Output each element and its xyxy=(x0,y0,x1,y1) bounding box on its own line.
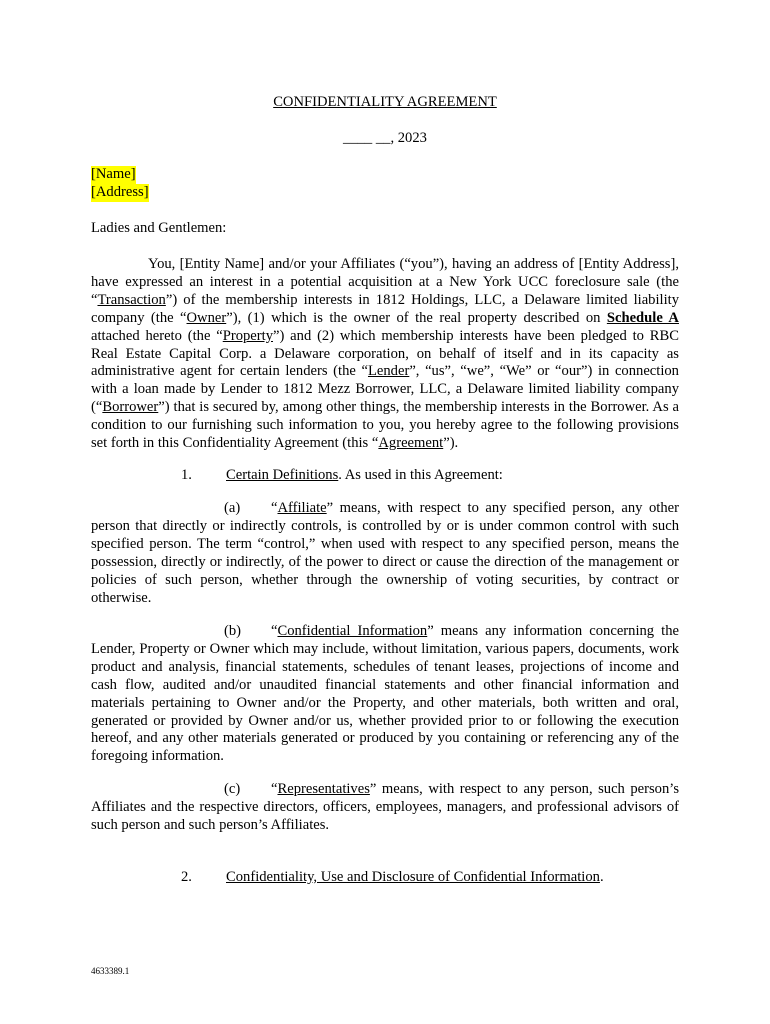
term-agreement: Agreement xyxy=(378,435,444,452)
term-affiliate: Affiliate xyxy=(277,500,327,516)
definition-affiliate: (a) “Affiliate” means, with respect to any specified person, any other person that directly or indirectly controls, is controlled by or is under common control with such specified person. The term “control,” when used with respect to any specified person, means the possession, directly or indirectly, of the power to direct or cause the direction of the management or policies of such person, whether through the ownership of voting securities, by contract or otherwise. xyxy=(91,500,679,606)
document-title: CONFIDENTIALITY AGREEMENT xyxy=(273,94,497,110)
term-transaction: Transaction xyxy=(97,291,166,308)
term-representatives: Representatives xyxy=(277,781,370,797)
clause-label-b: (b) xyxy=(224,623,242,639)
term-lender: Lender xyxy=(367,363,410,380)
term-property: Property xyxy=(222,327,273,344)
clause-label-a: (a) xyxy=(224,500,241,516)
term-borrower: Borrower xyxy=(102,399,159,416)
document-page: CONFIDENTIALITY AGREEMENT ____ __, 2023 [Name] [Address] Ladies and Gentlemen: You, [Entity Name] and/or your Affiliates (“you”), having an address of [Entity Address], have expressed an interest in a potential acquisition at a New York UCC foreclosure sale (the “Transaction”) of the membership interests in 1812 Holdings, LLC, a Delaware limited liability company (the “Owner”), (1) which is the owner of the real property described on Schedule A attached hereto (the “Property”) and (2) which membership interests have been pledged to RBC Real Estate Capital Corp. a Delaware corporation, on behalf of itself and in its capacity as administrative agent for certain lenders (the “Lender”, “us”, “we”, “We” or “our”) in connection with a loan made by Lender to 1812 Mezz Borrower, LLC, a Delaware limited liability company (“Borrower”) that is secured by, among other things, the membership interests in the Borrower. As a condition to our furnishing such information to you, you hereby agree to the following provisions set forth in this Confidentiality Agreement (this “Agreement”). 1. Certain Definitions. As used in this Agreement: (a) “Affiliate” means, with respect to any specified person, any other person that directly or indirectly controls, is controlled by or is under common control with such specified person. The term “control,” when used with respect to any specified person, means the possession, directly or indirectly, of the power to direct or cause the direction of the management or policies of such person, whether through the ownership of voting securities, by contract or otherwise. (b) “Confidential Information” means any information concerning the Lender, Property or Owner which may include, without limitation, various papers, documents, work product and analysis, financial statements, schedules of tenant leases, projections of income and cash flow, audited and/or unaudited financial statements and other financial information and materials pertaining to Owner and/or the Property, and other materials, both written and oral, generated or provided by Owner and/or us, whether provided prior to or following the execution hereof, and any other materials generated or produced by you containing or referencing any of the foregoing information. (c) “Representatives” means, with respect to any person, such person’s Affiliates and the respective directors, officers, employees, managers, and professional advisors of such person and such person’s Affiliates. 2. Confidentiality, Use and Disclosure of Confidential Information. 4633389.1 xyxy=(0,0,770,1024)
definition-confidential-information: (b) “Confidential Information” means any information concerning the Lender, Property or Owner which may include, without limitation, various papers, documents, work product and analysis, financial statements, schedules of tenant leases, projections of income and cash flow, audited and/or unaudited financial statements and other financial information and materials pertaining to Owner and/or the Property, and other materials, both written and oral, generated or provided by Owner and/or us, whether provided prior to or following the execution hereof, and any other materials generated or produced by you containing or referencing any of the foregoing information. xyxy=(91,623,680,765)
addressee-address: [Address] xyxy=(91,183,149,200)
intro-paragraph: You, [Entity Name] and/or your Affiliates (“you”), having an address of [Entity Address], have expressed an interest in a potential acquisition at a New York UCC foreclosure sale (the “Transaction”) of the membership interests in 1812 Holdings, LLC, a Delaware limited liability company (the “Owner”), (1) which is the owner of the real property described on Schedule A attached hereto (the “Property”) and (2) which membership interests have been pledged to RBC Real Estate Capital Corp. a Delaware corporation, on behalf of itself and in its capacity as administrative agent for certain lenders (the “Lender”, “us”, “we”, “We” or “our”) in connection with a loan made by Lender to 1812 Mezz Borrower, LLC, a Delaware limited liability company (“Borrower”) that is secured by, among other things, the membership interests in the Borrower. As a condition to our furnishing such information to you, you hereby agree to the following provisions set forth in this Confidentiality Agreement (this “Agreement”). xyxy=(91,256,680,452)
document-id-footer: 4633389.1 xyxy=(91,966,130,976)
term-owner: Owner xyxy=(186,309,227,326)
addressee-name: [Name] xyxy=(91,166,136,182)
term-confidential-information: Confidential Information xyxy=(277,623,428,639)
addressee-block xyxy=(91,166,149,202)
section-2-number: 2. xyxy=(181,869,192,885)
section-2-title: Confidentiality, Use and Disclosure of Confidential Information xyxy=(226,869,600,885)
salutation: Ladies and Gentlemen: xyxy=(91,220,227,236)
section-1-title: Certain Definitions xyxy=(226,467,339,483)
clause-label-c: (c) xyxy=(224,781,241,797)
document-date: ____ __, 2023 xyxy=(343,130,427,146)
section-1-number: 1. xyxy=(181,467,192,483)
definition-representatives: (c) “Representatives” means, with respect to any person, such person’s Affiliates and the respective directors, officers, employees, managers, and professional advisors of such person and such person’s Affiliates. xyxy=(91,781,679,833)
schedule-a-reference: Schedule A xyxy=(606,309,679,326)
